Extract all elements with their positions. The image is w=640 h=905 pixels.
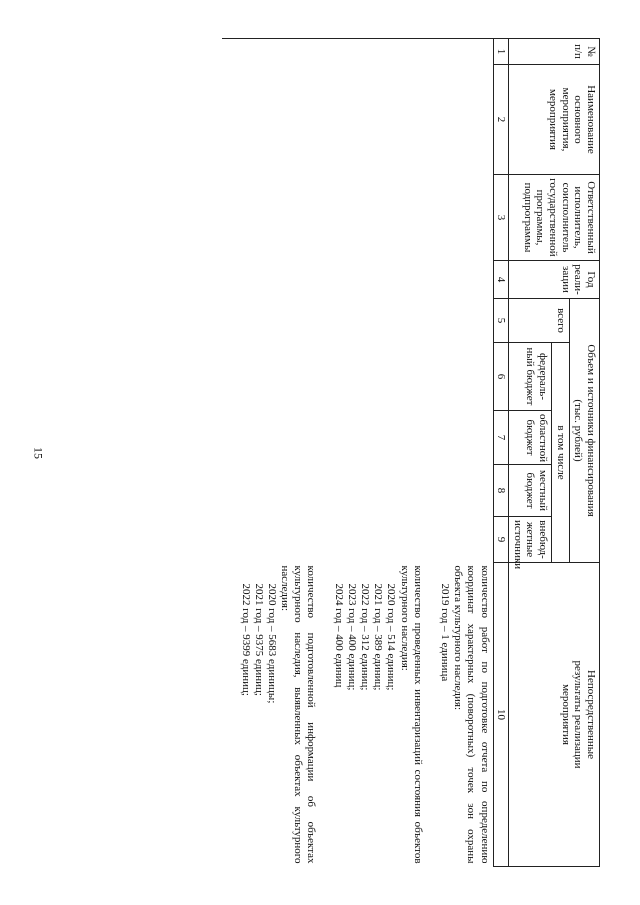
result-title: количество подготовленной информации об объектах культурного наследия, выявленных объектах культурного наследия: bbox=[279, 565, 318, 864]
result-block bbox=[438, 566, 491, 864]
header-regional: областной бюджет bbox=[509, 411, 552, 465]
result-title: количество работ по подготовке отчета по определению координат характерных (поворотных) точек зон охраны объекта культурного наследия: bbox=[452, 565, 491, 864]
header-responsible: Ответственный исполнитель, соисполнитель государственной программы, подпрограммы bbox=[509, 175, 600, 261]
result-line: 2019 год – 1 единица bbox=[438, 583, 451, 682]
column-number: 2 bbox=[493, 65, 509, 175]
result-line: 2020 год – 514 единиц; bbox=[385, 583, 398, 691]
header-year: Год реали- зации bbox=[509, 261, 600, 299]
column-number: 6 bbox=[493, 343, 509, 411]
column-number-row bbox=[493, 39, 509, 867]
column-number: 5 bbox=[493, 299, 509, 343]
header-results: Непосредственные результаты реализации мероприятия bbox=[509, 563, 600, 867]
column-number: 9 bbox=[493, 517, 509, 563]
program-table bbox=[222, 38, 600, 867]
header-total: всего bbox=[509, 299, 570, 343]
header-activity-name: Наименование основного мероприятия, мероприятия bbox=[509, 65, 600, 175]
result-line: 2022 год – 9399 единиц; bbox=[239, 583, 252, 696]
header-in-that-number: в том числе bbox=[552, 343, 570, 563]
column-number: 3 bbox=[493, 175, 509, 261]
header-number: № п/п bbox=[509, 39, 600, 65]
column-number: 1 bbox=[493, 39, 509, 65]
header-federal: федераль- ный бюджет bbox=[509, 343, 552, 411]
header-extrabudgetary: внебюд- жетные источники bbox=[509, 517, 552, 563]
result-block bbox=[238, 566, 317, 864]
result-line: 2023 год – 400 единиц; bbox=[345, 583, 358, 691]
header-funding: Объем и источники финансирования (тыс. рублей) bbox=[569, 299, 599, 563]
page-number: 15 bbox=[31, 447, 46, 459]
column-number: 4 bbox=[493, 261, 509, 299]
results-cell bbox=[222, 563, 493, 867]
result-line: 2022 год – 312 единиц; bbox=[359, 583, 372, 691]
result-line: 2024 год – 400 единиц bbox=[332, 583, 345, 688]
result-title: количество проведенных инвентаризаций состояния объектов культурного наследия: bbox=[398, 565, 424, 864]
result-line: 2021 год – 389 единиц; bbox=[372, 583, 385, 691]
result-line: 2021 год – 9375 единиц; bbox=[252, 583, 265, 696]
result-block bbox=[331, 566, 423, 864]
column-number: 8 bbox=[493, 465, 509, 517]
header-local: местный бюджет bbox=[509, 465, 552, 517]
column-number: 10 bbox=[493, 563, 509, 867]
column-number: 7 bbox=[493, 411, 509, 465]
table-row bbox=[222, 39, 493, 867]
result-line: 2020 год – 5683 единицы; bbox=[265, 583, 278, 704]
